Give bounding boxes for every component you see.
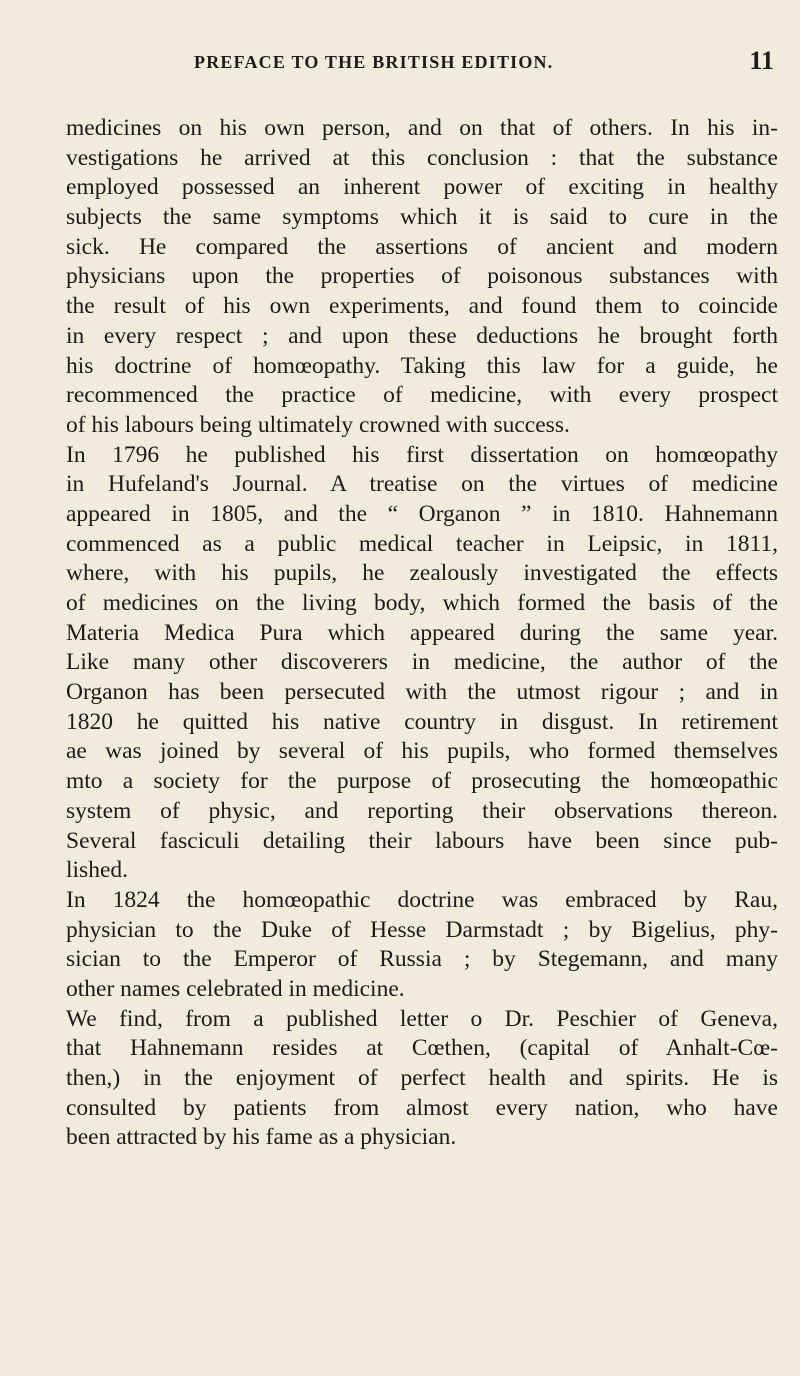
text-line: other names celebrated in medicine.: [66, 975, 405, 1002]
text-line: been attracted by his fame as a physician.: [66, 1124, 457, 1151]
text-line: mto a society for the purpose of prosecuting the homœopathic: [66, 768, 778, 795]
text-line: lished.: [66, 857, 129, 884]
text-line: 1820 he quitted his native country in disgust. In retirement: [66, 708, 778, 735]
text-line: the result of his own experiments, and found them to coincide: [66, 293, 778, 320]
text-line: sician to the Emperor of Russia ; by Stegemann, and many: [66, 946, 778, 973]
text-line: in every respect ; and upon these deductions he brought forth: [66, 322, 778, 349]
text-line: physicians upon the properties of poisonous substances with: [66, 263, 778, 290]
page-number: 11: [749, 46, 774, 75]
text-line: system of physic, and reporting their observations thereon.: [66, 797, 778, 824]
text-line: In 1796 he published his first dissertation on homœopathy: [66, 441, 778, 468]
text-line: of his labours being ultimately crowned with success.: [66, 411, 570, 438]
text-line: sick. He compared the assertions of ancient and modern: [66, 233, 778, 260]
text-line: his doctrine of homœopathy. Taking this law for a guide, he: [66, 352, 778, 379]
text-line: employed possessed an inherent power of exciting in healthy: [66, 174, 778, 201]
text-line: Several fasciculi detailing their labours have been since pub-: [66, 827, 778, 854]
body-text: [66, 114, 778, 1153]
text-line: We find, from a published letter o Dr. Peschier of Geneva,: [66, 1005, 778, 1032]
running-title: PREFACE TO THE BRITISH EDITION.: [194, 52, 554, 72]
text-line: physician to the Duke of Hesse Darmstadt ; by Bigelius, phy-: [66, 916, 778, 943]
text-line: commenced as a public medical teacher in Leipsic, in 1811,: [66, 530, 778, 557]
text-line: vestigations he arrived at this conclusion : that the substance: [66, 144, 778, 171]
text-line: where, with his pupils, he zealously investigated the effects: [66, 560, 778, 587]
text-line: subjects the same symptoms which it is said to cure in the: [66, 204, 778, 231]
text-line: consulted by patients from almost every nation, who have: [66, 1094, 778, 1121]
text-line: Like many other discoverers in medicine, the author of the: [66, 649, 778, 676]
text-line: of medicines on the living body, which formed the basis of the: [66, 590, 778, 616]
text-line: In 1824 the homœopathic doctrine was embraced by Rau,: [66, 886, 778, 913]
text-line: Organon has been persecuted with the utmost rigour ; and in: [66, 679, 778, 706]
text-line: recommenced the practice of medicine, with every prospect: [66, 382, 778, 409]
text-line: appeared in 1805, and the “ Organon ” in 1810. Hahnemann: [66, 500, 778, 527]
running-head: [194, 46, 774, 86]
text-line: that Hahnemann resides at Cœthen, (capital of Anhalt-Cœ-: [66, 1035, 778, 1062]
text-line: ae was joined by several of his pupils, who formed themselves: [66, 738, 778, 765]
text-line: Materia Medica Pura which appeared during the same year.: [66, 619, 778, 646]
text-line: in Hufeland's Journal. A treatise on the virtues of medicine: [66, 471, 778, 498]
text-line: medicines on his own person, and on that of others. In his in-: [66, 115, 778, 141]
text-line: then,) in the enjoyment of perfect health and spirits. He is: [66, 1065, 778, 1091]
